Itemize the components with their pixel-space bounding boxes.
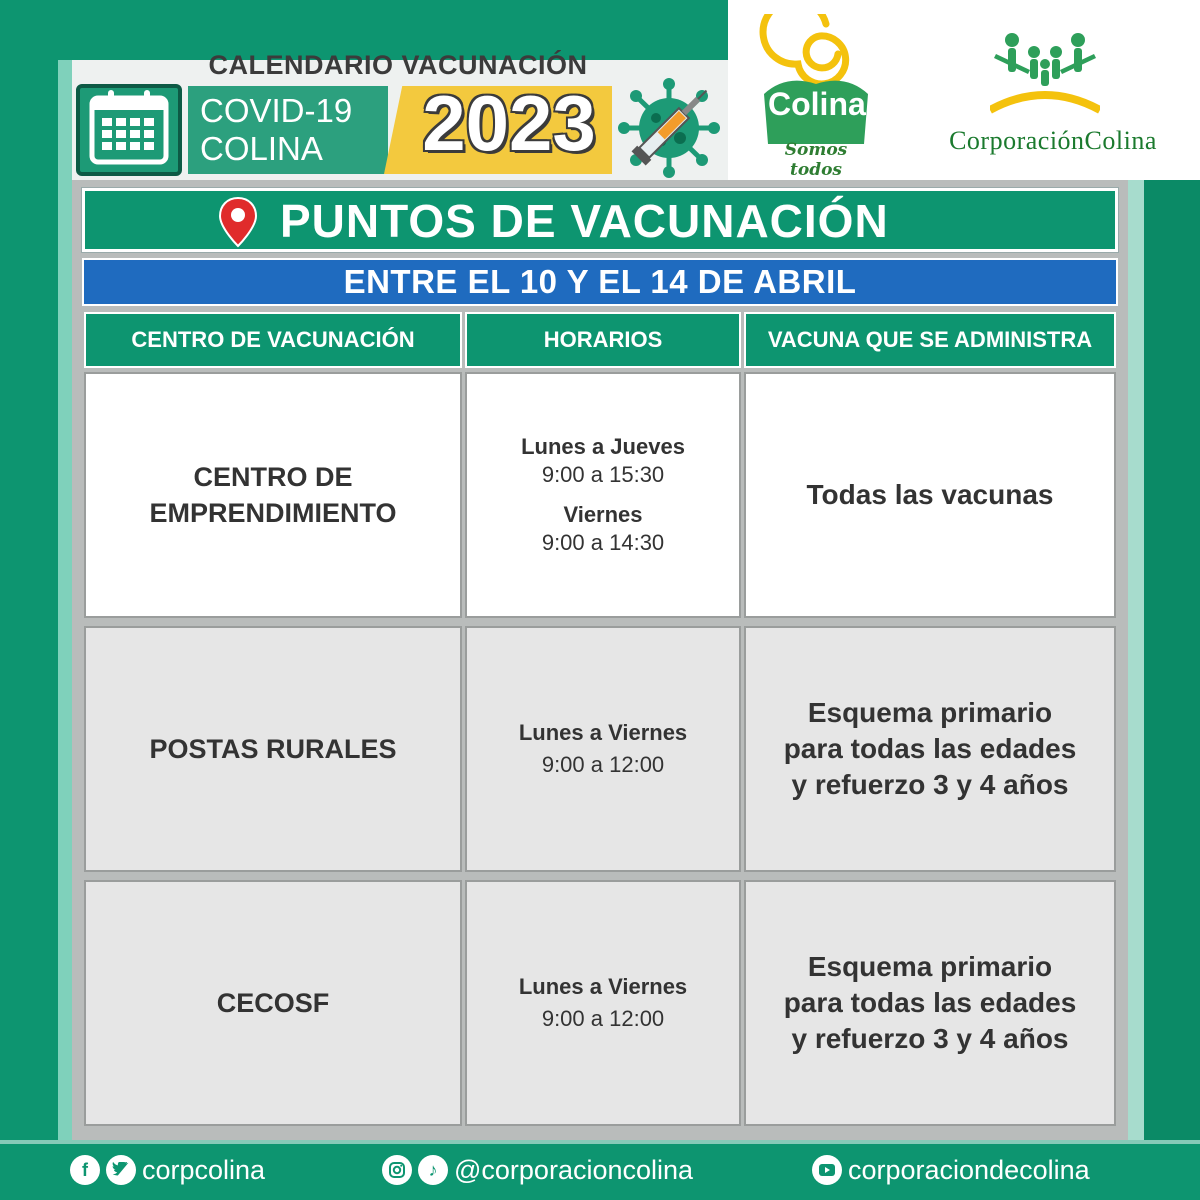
social-handle-instagram-tiktok[interactable] (382, 1150, 693, 1190)
schedule-hours: 9:00 a 12:00 (541, 1006, 665, 1031)
covid-label (188, 86, 388, 174)
table-row-2-vaccine (744, 626, 1116, 872)
social-handle-facebook-twitter[interactable] (70, 1150, 265, 1190)
table-row-2-hours (465, 626, 741, 872)
instagram-icon (382, 1155, 412, 1185)
table-row-2-center (84, 626, 462, 872)
column-header-vaccine: VACUNA QUE SE ADMINISTRA (744, 312, 1116, 368)
table-row-3-center (84, 880, 462, 1126)
location-pin-icon (218, 196, 258, 248)
vaccine-line-1: Esquema primario (807, 697, 1053, 728)
youtube-icon (812, 1155, 842, 1185)
vaccine-line-2: para todas las edades (783, 733, 1077, 764)
center-name-line-2: EMPRENDIMIENTO (149, 498, 397, 528)
calendar-title: CALENDARIO VACUNACIÓN (208, 50, 588, 80)
schedule-days: Viernes (563, 502, 643, 527)
corporacion-logo (990, 30, 1100, 120)
social-handle-text: corpcolina (142, 1154, 266, 1185)
covid-line-2: COLINA (200, 130, 323, 167)
facebook-icon: f (70, 1155, 100, 1185)
date-range: ENTRE EL 10 Y EL 14 DE ABRIL (343, 263, 857, 300)
calendar-icon (76, 84, 182, 176)
table-row-1-hours (465, 372, 741, 618)
corporacion-logo-text: CorporaciónColina (949, 126, 1157, 155)
column-header-center: CENTRO DE VACUNACIÓN (84, 312, 462, 368)
colina-logo-tagline: Somos todos (784, 140, 848, 180)
social-handle-text: @corporacioncolina (454, 1154, 694, 1185)
table-row-3-vaccine (744, 880, 1116, 1126)
social-handle-youtube[interactable] (812, 1150, 1090, 1190)
vaccine-line-2: para todas las edades (783, 987, 1077, 1018)
covid-line-1: COVID-19 (200, 92, 353, 129)
schedule-days: Lunes a Viernes (518, 974, 688, 999)
column-header-hours: HORARIOS (465, 312, 741, 368)
schedule-hours: 9:00 a 15:30 (541, 462, 665, 487)
virus-syringe-icon (614, 76, 724, 180)
schedule-hours: 9:00 a 14:30 (541, 530, 665, 555)
center-name-line-1: CENTRO DE (193, 462, 353, 492)
schedule-days: Lunes a Viernes (518, 720, 688, 745)
vaccine-line-3: y refuerzo 3 y 4 años (791, 1023, 1069, 1054)
center-name: CECOSF (216, 988, 330, 1018)
vaccine-line-1: Esquema primario (807, 951, 1053, 982)
page-title: PUNTOS DE VACUNACIÓN (280, 195, 889, 247)
schedule-hours: 9:00 a 12:00 (541, 752, 665, 777)
twitter-icon (106, 1155, 136, 1185)
vaccine-text: Todas las vacunas (806, 479, 1054, 510)
social-handle-text: corporaciondecolina (848, 1154, 1090, 1185)
table-row-1-center (84, 372, 462, 618)
table-row-3-hours (465, 880, 741, 1126)
vaccine-line-3: y refuerzo 3 y 4 años (791, 769, 1069, 800)
footer-divider (0, 1140, 1200, 1144)
table-row-1-vaccine (744, 372, 1116, 618)
year-text: 2023 (422, 79, 596, 167)
colina-logo-word: Colina (768, 86, 866, 122)
tiktok-icon: ♪ (418, 1155, 448, 1185)
schedule-days: Lunes a Jueves (521, 434, 685, 459)
center-name: POSTAS RURALES (149, 734, 397, 764)
